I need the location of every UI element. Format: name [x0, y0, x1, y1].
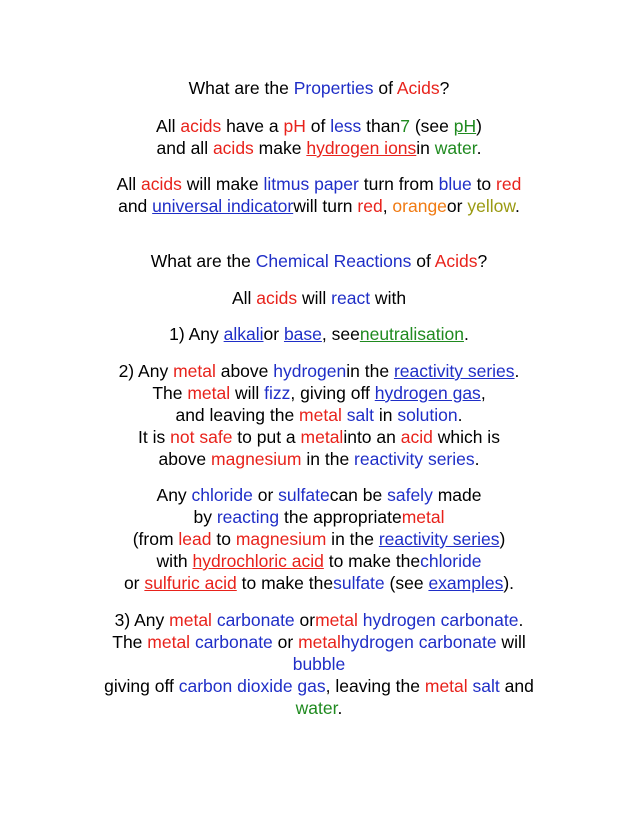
- text-segment: made: [432, 485, 482, 505]
- text-segment: and all: [156, 138, 213, 158]
- colored-term: Acids: [396, 78, 440, 98]
- text-segment: .: [457, 405, 463, 425]
- text-segment: 3) Any: [114, 610, 170, 630]
- colored-term: pH: [283, 116, 306, 136]
- colored-term: 7: [400, 116, 410, 136]
- text-segment: (see: [409, 116, 454, 136]
- text-segment: .: [476, 138, 482, 158]
- text-segment: with: [370, 288, 407, 308]
- text-segment: by: [193, 507, 217, 527]
- text-segment: will: [230, 383, 265, 403]
- text-segment: What are the: [188, 78, 294, 98]
- line-react-with: [0, 287, 638, 309]
- hyperlink[interactable]: sulfuric acid: [144, 573, 237, 593]
- text-segment: turn from: [358, 174, 439, 194]
- hyperlink[interactable]: hydrochloric acid: [192, 551, 324, 571]
- line-hydrochloric-acid: [0, 550, 638, 572]
- text-segment: What are the: [150, 251, 256, 271]
- text-segment: and: [118, 196, 153, 216]
- colored-term: salt: [346, 405, 374, 425]
- colored-term: bubble: [292, 654, 346, 674]
- line-water: [0, 697, 638, 719]
- text-segment: in the: [326, 529, 379, 549]
- colored-term: metal: [401, 507, 445, 527]
- text-segment: Any: [156, 485, 192, 505]
- hyperlink[interactable]: reactivity series: [378, 529, 500, 549]
- colored-term: acids: [180, 116, 222, 136]
- colored-term: hydrogen: [273, 361, 347, 381]
- colored-term: salt: [472, 676, 500, 696]
- colored-term: magnesium: [235, 529, 327, 549]
- text-segment: can be: [329, 485, 388, 505]
- hyperlink[interactable]: base: [283, 324, 322, 344]
- colored-term: not: [170, 427, 195, 447]
- text-segment: will: [496, 632, 526, 652]
- colored-term: Properties: [293, 78, 374, 98]
- colored-term: acid: [400, 427, 433, 447]
- colored-term: Chemical Reactions: [255, 251, 412, 271]
- line-litmus: [0, 173, 638, 195]
- text-segment: the appropriate: [279, 507, 402, 527]
- text-segment: of: [373, 78, 397, 98]
- hyperlink[interactable]: hydrogen ions: [306, 138, 417, 158]
- text-segment: or: [272, 632, 299, 652]
- text-segment: ?: [439, 78, 450, 98]
- text-segment: make: [253, 138, 307, 158]
- line-carbon-dioxide: [0, 675, 638, 697]
- text-segment: to put a: [232, 427, 301, 447]
- text-segment: of: [411, 251, 435, 271]
- line-bubble: [0, 653, 638, 675]
- hyperlink[interactable]: hydrogen gas: [374, 383, 481, 403]
- text-segment: with: [156, 551, 193, 571]
- text-segment: which is: [432, 427, 500, 447]
- text-segment: 2) Any: [118, 361, 174, 381]
- text-segment: (from: [132, 529, 179, 549]
- colored-term: chloride: [420, 551, 482, 571]
- colored-term: less: [330, 116, 362, 136]
- line-carbonate-will: [0, 631, 638, 653]
- colored-term: acids: [212, 138, 254, 158]
- colored-term: safely: [387, 485, 433, 505]
- colored-term: metal: [299, 405, 342, 425]
- heading-chemical-reactions: [0, 250, 638, 272]
- text-segment: to: [211, 529, 236, 549]
- text-segment: , leaving the: [325, 676, 425, 696]
- colored-term: react: [331, 288, 371, 308]
- hyperlink[interactable]: neutralisation: [359, 324, 464, 344]
- text-segment: into an: [343, 427, 401, 447]
- line-lead-to-magnesium: [0, 528, 638, 550]
- colored-term: blue: [438, 174, 472, 194]
- text-segment: or: [123, 573, 145, 593]
- text-segment: .: [474, 449, 480, 469]
- line-metal-salt-solution: [0, 404, 638, 426]
- colored-term: metal: [187, 383, 231, 403]
- text-segment: All: [116, 174, 141, 194]
- hyperlink[interactable]: pH: [453, 116, 477, 136]
- colored-term: orange: [392, 196, 447, 216]
- line-alkali-base: [0, 323, 638, 345]
- colored-term: hydrogen carbonate: [340, 632, 497, 652]
- colored-term: water: [295, 698, 338, 718]
- text-segment: or: [252, 485, 279, 505]
- text-segment: will: [297, 288, 332, 308]
- colored-term: metal: [424, 676, 468, 696]
- colored-term: reactivity series: [354, 449, 475, 469]
- text-segment: and leaving the: [175, 405, 300, 425]
- colored-term: metal: [173, 361, 216, 381]
- text-segment: , giving off: [290, 383, 375, 403]
- text-segment: will turn: [293, 196, 358, 216]
- text-segment: ,: [382, 196, 393, 216]
- text-segment: ): [476, 116, 482, 136]
- line-ph: [0, 115, 638, 137]
- text-segment: of: [305, 116, 331, 136]
- colored-term: acids: [140, 174, 182, 194]
- line-metal-above-hydrogen: [0, 360, 638, 382]
- text-segment: .: [463, 324, 469, 344]
- text-segment: .: [514, 361, 520, 381]
- colored-term: lead: [178, 529, 212, 549]
- hyperlink[interactable]: alkali: [223, 324, 264, 344]
- colored-term: red: [496, 174, 522, 194]
- text-segment: (see: [384, 573, 429, 593]
- colored-term: metal: [300, 427, 344, 447]
- text-segment: have a: [221, 116, 284, 136]
- text-segment: All: [156, 116, 181, 136]
- colored-term: safe: [199, 427, 233, 447]
- line-reacting-metal: [0, 506, 638, 528]
- text-segment: It is: [138, 427, 171, 447]
- text-segment: above: [215, 361, 274, 381]
- colored-term: carbonate: [216, 610, 295, 630]
- text-segment: to make the: [323, 551, 421, 571]
- text-segment: ?: [477, 251, 488, 271]
- line-sulfuric-acid: [0, 572, 638, 594]
- colored-term: solution: [397, 405, 458, 425]
- text-segment: and: [499, 676, 534, 696]
- colored-term: reacting: [216, 507, 280, 527]
- text-segment: ): [499, 529, 506, 549]
- text-segment: The: [152, 383, 188, 403]
- colored-term: Acids: [434, 251, 478, 271]
- line-above-magnesium: [0, 448, 638, 470]
- colored-term: metal: [169, 610, 212, 630]
- hyperlink[interactable]: universal indicator: [152, 196, 294, 216]
- colored-term: metal: [147, 632, 191, 652]
- text-segment: giving off: [104, 676, 179, 696]
- colored-term: red: [357, 196, 383, 216]
- heading-properties: [0, 77, 638, 99]
- colored-term: fizz: [264, 383, 291, 403]
- colored-term: sulfate: [278, 485, 330, 505]
- colored-term: hydrogen carbonate: [362, 610, 519, 630]
- hyperlink[interactable]: examples: [428, 573, 504, 593]
- colored-term: chloride: [191, 485, 253, 505]
- text-segment: to: [471, 174, 497, 194]
- text-segment: All: [231, 288, 257, 308]
- text-segment: , see: [321, 324, 360, 344]
- colored-term: metal: [298, 632, 341, 652]
- text-segment: in the: [346, 361, 394, 381]
- text-segment: 1) Any: [169, 324, 224, 344]
- text-segment: or: [294, 610, 316, 630]
- colored-term: metal: [315, 610, 358, 630]
- text-segment: The: [112, 632, 148, 652]
- colored-term: magnesium: [211, 449, 302, 469]
- text-segment: .: [518, 610, 524, 630]
- line-universal-indicator: [0, 195, 638, 217]
- text-segment: in: [416, 138, 435, 158]
- line-metal-carbonate: [0, 609, 638, 631]
- colored-term: sulfate: [333, 573, 385, 593]
- colored-term: acids: [256, 288, 298, 308]
- text-segment: or: [263, 324, 284, 344]
- line-metal-fizz: [0, 382, 638, 404]
- colored-term: water: [434, 138, 477, 158]
- hyperlink[interactable]: reactivity series: [393, 361, 515, 381]
- line-chloride-sulfate: [0, 484, 638, 506]
- colored-term: carbonate: [194, 632, 273, 652]
- text-segment: to make the: [236, 573, 334, 593]
- text-segment: above: [158, 449, 212, 469]
- text-segment: ).: [503, 573, 515, 593]
- line-not-safe: [0, 426, 638, 448]
- text-segment: will make: [181, 174, 264, 194]
- line-hydrogen-ions: [0, 137, 638, 159]
- text-segment: in the: [301, 449, 355, 469]
- text-segment: in: [373, 405, 398, 425]
- text-segment: or: [446, 196, 468, 216]
- colored-term: litmus paper: [263, 174, 359, 194]
- text-segment: .: [337, 698, 343, 718]
- colored-term: yellow: [467, 196, 516, 216]
- text-segment: .: [515, 196, 520, 216]
- text-segment: ,: [480, 383, 486, 403]
- text-segment: than: [361, 116, 401, 136]
- colored-term: carbon dioxide gas: [178, 676, 326, 696]
